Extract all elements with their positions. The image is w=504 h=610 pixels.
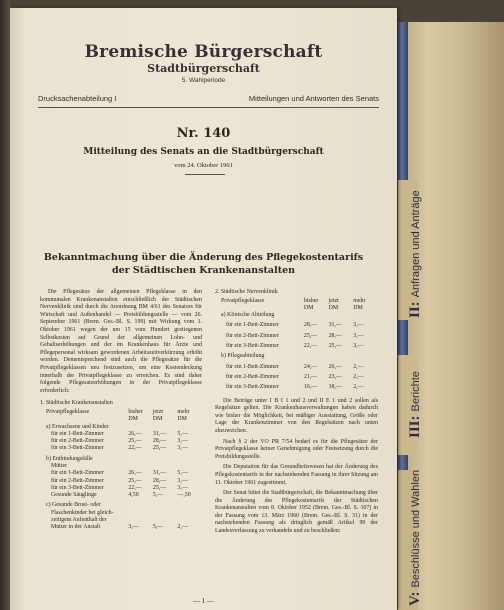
paragraph-deputation: Die Deputation für das Gesundheitswesen hat der Änderung des Pflegekostentarifs in der nachstehenden Fassung in ihrer Sitzung am 11. Oktober 1961 zugestimmt. [215,464,378,486]
group-sublabel: Mütter [51,462,68,469]
table-row: für ein 3-Bett-Zimmer 22,— 25,— 3,— [51,445,188,452]
left-column [40,289,202,532]
announcement-title-line-1: Bekanntmachung über die Änderung des Pflegekostentarifs [43,252,364,263]
table-row: für ein 2-Bett-Zimmer 25,— 28,— 3,— [226,332,364,339]
table-unit-row: DM DM DM [128,416,187,423]
group-label: c) Gesunde Brust- oder [46,502,101,509]
announcement-title-line-2: der Städtischen Krankenanstalten [111,265,296,276]
heading-rule [185,174,225,175]
table-row: für ein 1-Bett-Zimmer 28,— 31,— 3,— [226,322,364,329]
department-right: Mitteilungen und Antworten des Senats [248,94,379,103]
page-number: — 1 — [193,597,214,605]
table-row: Mutter in der Anstalt 3,— 5,— 2,— [51,524,188,531]
table-row: für ein 1-Bett-Zimmer 26,— 31,— 5,— [51,470,188,477]
document-date: vom 24. Oktober 1961 [174,162,233,169]
group-label: b) Pflegeabteilung [221,353,265,360]
table-row: für ein 3-Bett-Zimmer 16,— 18,— 2,— [226,384,364,391]
background-left [0,0,10,610]
department-left: Drucksachenabteilung I [38,94,117,103]
paragraph-regelsaetze: Die Beträge unter I B I 1 und 2 und II E 1 und 2 sollen als Regelsätze gelten. Die Krankenhausverwaltungen haben dadurch wie bisher die Möglichkeit, bei mäßiger Ausstattung, Größe oder Lage der Krankenzimmer von den Regelsätzen nach unten abzuweichen. [215,397,378,434]
header-rule [38,107,379,108]
table-row: für ein 1-Bett-Zimmer 26,— 31,— 5,— [51,430,188,437]
section-1-title: 1. Städtische Krankenanstalten [40,400,113,407]
table-row: für ein 1-Bett-Zimmer 24,— 26,— 2,— [226,363,364,370]
right-column [215,289,378,539]
section-1-table: Privatpflegeklasse bisher jetzt mehr DM DM DM a) Erwachsene und Kinder für ein 1-Bett-Zimmer 26,— 31,— 5,— für ein 2-Bett-Zimmer 25,— 28,— 3,— für ein 3-Bett-Zimmer 22,— 25,— 3,— b) Entbindungsfälle Mütter für ein 1-Bett-Zimmer 26,— 31,— 5,— für ein 2-Bett-Zimmer 25,— 28,— 3,— für ein 3-Bett-Zimmer 22,— 25,— 3,— Gesunde Säuglinge 4,50 5,— —,50 c) Gesunde Brust- oder Flaschenkinder bei gleich- zeitigem Aufenthalt der Mutter in der Anstalt 3,— 5,— 2,— [40,409,202,532]
masthead-title: Bremische Bürgerschaft [84,42,323,62]
intro-paragraph: Die Pflegesätze der allgemeinen Pflegeklasse in den kommunalen Krankenanstalten einschließlich der Städtischen Nervenklinik sind durch die Anordnung BM 4/61 des Senators für Wirtschaft und Außenhandel — Preisbildungsstelle — vom 26. September 1961 (Brem. Ges.-Bl. S. 199) mit Wirkung vom 1. Oktober 1961 wegen der um 15 vom Hundert gestiegenen Selbstkosten auf Grund der allgemeinen Lohn- und Gehaltserhöhungen und der im Krankenhaus für Ärzte und Pflegepersonal wirksam gewordenen Arbeitszeitverkürzung erhöht worden. Dementsprechend sind auch die Pflegesätze für die Privatpflegeklassen neu festzusetzen, um eine Kostendeckung innerhalb der Privatpflegeklasse zu erreichen. Es sind daher folgende Pflegesatzerhöhungen in der Privatpflegeklasse erforderlich: [40,289,202,394]
table-row: Gesunde Säuglinge 4,50 5,— —,50 [51,492,191,499]
table-row: für ein 2-Bett-Zimmer 25,— 28,— 3,— [51,438,188,445]
document-heading: Mitteilung des Senats an die Stadtbürgerschaft [83,147,324,157]
masthead-period: 5. Wahlperiode [181,77,226,84]
table-unit-row: DM DM DM [303,304,363,311]
section-2-table [215,298,378,392]
table-header: Privatpflegeklasse bisher jetzt mehr [46,408,190,415]
table-row: für ein 2-Bett-Zimmer 21,— 23,— 2,— [226,373,364,380]
table-row: für ein 3-Bett-Zimmer 22,— 25,— 3,— [51,484,188,491]
section-2-title: 2. Städtische Nervenklinik [215,289,278,295]
binder-tab-1-label: II:Anfragen und Anträge [407,190,423,318]
paragraph-genehmigung: Nach § 2 der VO PR 7/54 bedarf es für die Pflegesätze der Privatpflegeklasse keiner Genehmigung oder Festsetzung durch die Preisbildungsstelle. [215,438,378,460]
document-page [10,8,397,610]
document-number: Nr. 140 [176,126,231,141]
masthead [10,42,397,84]
table-row: für ein 3-Bett-Zimmer 22,— 25,— 3,— [226,343,364,350]
table-header: Privatpflegeklasse bisher jetzt mehr [221,297,366,304]
table-row: für ein 2-Bett-Zimmer 25,— 28,— 3,— [51,477,188,484]
group-label: a) Erwachsene und Kinder [46,423,109,430]
announcement-title [10,251,397,277]
group-label: a) Klinische Abteilung [221,312,275,319]
paragraph-senat: Der Senat bittet die Stadtbürgerschaft, die Bekanntmachung über die Änderung des Pflegekostentarifs der Städtischen Krankenanstalten vom 8. Oktober 1952 (Brem. Ges.-Bl. S. 107) in der Fassung vom 13. März 1960 (Brem. Ges.-Bl. S. 31) in der nachstehenden Fassung als dringlich gemäß Artikel 99 der Landesverfassung zu verhandeln und zu beschließen: [215,490,378,535]
binder-tab-2-label: III:Berichte [407,371,423,438]
masthead-subtitle: Stadtbürgerschaft [147,62,260,75]
binder-tab-3-label: V:Beschlüsse und Wahlen [407,469,423,606]
group-label: b) Entbindungsfälle [46,455,93,462]
